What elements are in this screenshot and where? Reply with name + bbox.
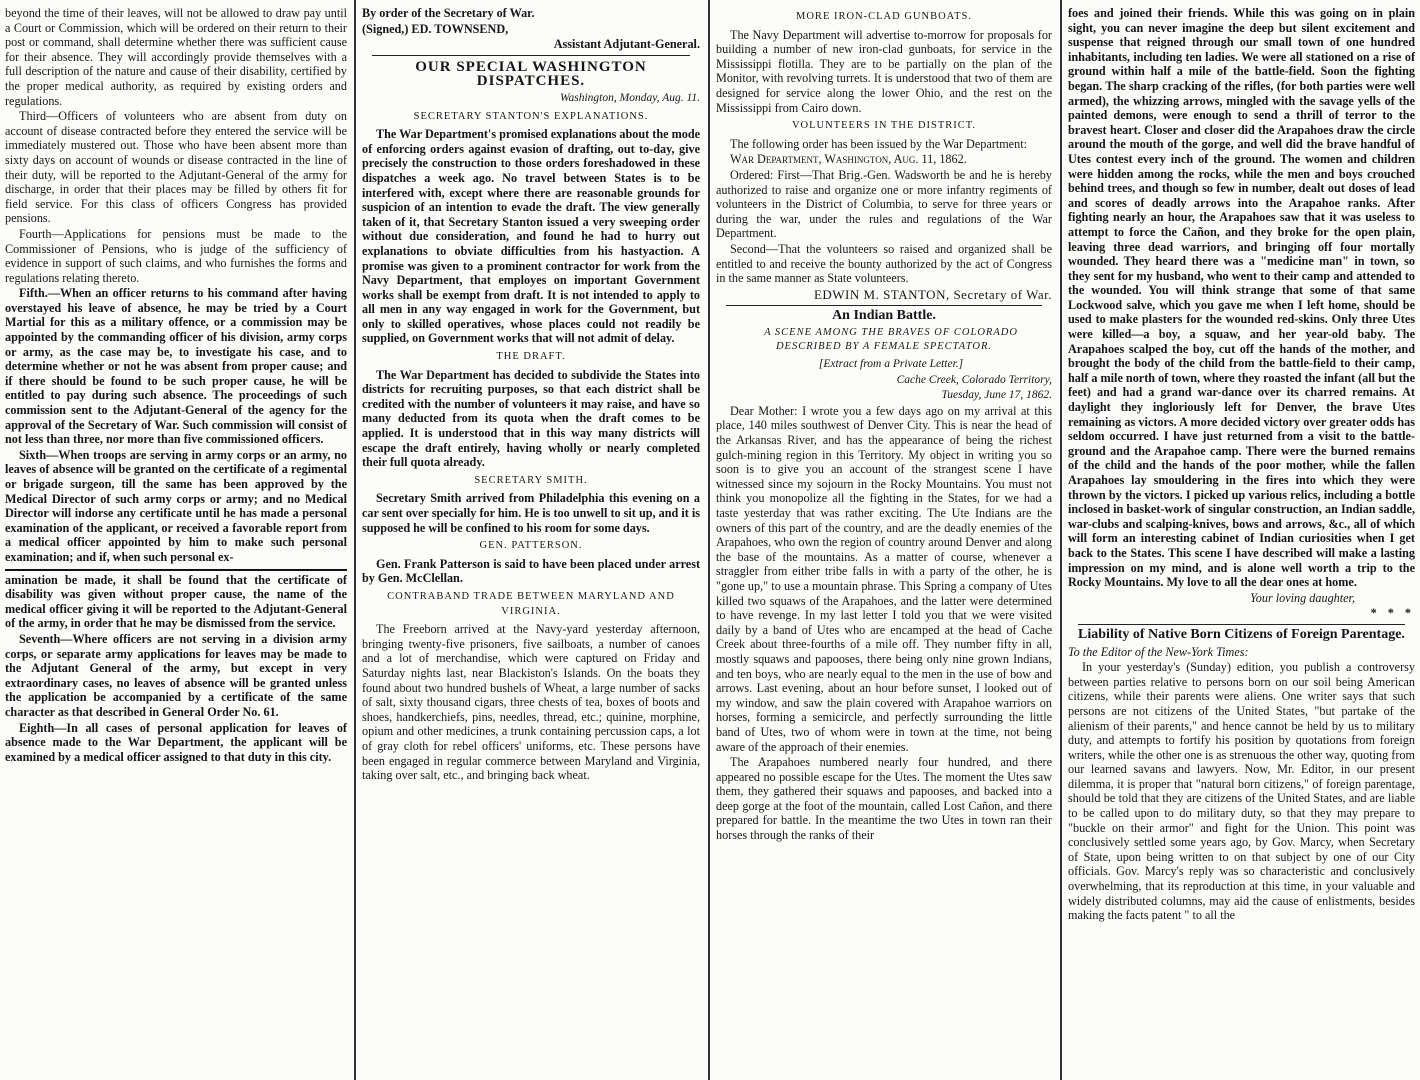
extract-note: [Extract from a Private Letter.]: [818, 358, 964, 371]
signatory-title: Assistant Adjutant-General.: [553, 37, 700, 52]
signed-line: (Signed,) ED. TOWNSEND,: [362, 21, 509, 36]
article-paragraph: The Freeborn arrived at the Navy-yard yesterday afternoon, bringing twenty-five prisoners, five sailboats, a number of canoes and a lot of merchandise, which were captured on Friday and Saturday nights last, near Blackiston's Islands. On the boats they found about two hundred bushels of Wheat, a large number of sacks of salt, sixty thousand cigars, three chests of tea, boxes of boots and shoes, handkerchiefs, pins, needles, thread, etc.; quinine, morphine, opium and other medicines, a trunk containing percussion caps, a lot of gray cloth for rebel officers' uniforms, etc. These persons have been engaged in regular commerce between Maryland and Virginia, taking over salt, etc., and bringing back wheat.: [362, 622, 700, 783]
article-paragraph: In your yesterday's (Sunday) edition, you publish a controversy between parties relative to persons born on our soil being American citizens, while their parents were aliens. One writer says that such persons are not citizens of the United States, "but partake of the alienism of their parents," and hence cannot be held by us to military duty, and attempts to fortify his position by quotations from foreign writers, while the other one is as strenuous the other way, quoting from our learned savans and lawyers. Now, Mr. Editor, in our present dilemma, it is proper that "natural born citizens," of foreign parentage, should be told that they are citizens of the United States, and are liable to be called upon to do military duty, so that they may prepare to "buckle on their armor" and fight for the Union. This point was conclusively settled some years ago, by Gov. Marcy, when Secretary of State, upon being written to on that subject by one of our City officials. Gov. Marcy's reply was so characteristic and conclusively overwhelming, that its reproduction at this time, in your valuable and widely distributed columns, may aid the cause of enlistments, besides making the facts patent " to all the: [1068, 660, 1415, 923]
article-paragraph: Fifth.—When an officer returns to his command after having overstayed his leave of absence, he may be tried by a Court Martial for this as a military offence, or a commission may be appointed by the commanding officer of his division, army corps or army, as the case may be, to investigate his case, and to determine whether or not he was absent from proper cause; and if there should be found to be such proper cause, he will be entitled to pay during such absence. The proceedings of such commission sent to the Adjutant-General of the agency for the approval of the Secretary of War. Such commission will consist of not less than three, nor more than five commissioned officers.: [5, 286, 347, 447]
subheading: GEN. PATTERSON.: [479, 540, 583, 552]
column-divider: [708, 0, 710, 1080]
article-paragraph: Fourth—Applications for pensions must be made to the Commissioner of Pensions, who is judge of the sufficiency of evidence in support of such claims, and who furnishes the forms and regulations relating thereto.: [5, 226, 347, 285]
article-paragraph: The Arapahoes numbered nearly four hundred, and there appeared no possible escape for the Utes. The moment the Utes saw them, they gathered their squaws and papooses, and backed into a deep gorge at the foot of the mountain, called Lost Cañon, and there prepared for battle. In the meantime the two Utes in town ran their horses through the ranks of their: [716, 755, 1052, 843]
subheading: THE DRAFT.: [496, 351, 566, 363]
article-paragraph: amination be made, it shall be found that the certificate of disability was given without proper cause, the name of the medical officer giving it will be reported to the Adjutant-General of the army, in order that he may be dismissed from the service.: [5, 572, 347, 631]
subheading: MORE IRON-CLAD GUNBOATS.: [796, 11, 972, 22]
subheading: SECRETARY STANTON'S EXPLANATIONS.: [413, 110, 649, 122]
article-paragraph: foes and joined their friends. While this was going on in plain sight, you can never imagine the deep but silent excitement and suspense that reigned through our small town of one hundred inhabitants, including ten ladies. We were all stationed on a rise of ground within half a mile of the battle-field. Soon the fighting began. The sharp cracking of the rifles, (for both parties were well armed), the whizzing arrows, mingled with the savage yells of the painted demons, were enough to send a thrill of terror to the bravest heart. Closer and closer did the Arapahoes draw the circle around the mouth of the gorge, and well did the brave handful of Utes contest every inch of the ground. The women and children were hidden among the rocks, while the men and boys crouched behind trees, and though so few in number, dealt out doses of lead and scores of deadly arrows into the Arapahoe ranks. After fighting nearly an hour, the Arapahoes saw that it was useless to attempt to force the Cañon, and they broke for the open plain, leaving three dead warriors, and bringing off four mortally wounded. They heard there was a "medicine man" in town, so they sent for my husband, who went to their camp and attended to the wounded. You will think strange that some of that same Lockwood salve, which you gave me when I left home, should be used to make plasters for the wounded red-skins. Only three Utes were killed—a boy, a squaw, and her year-old baby. The Arapahoes scalped the boy, cut off the hands of the mother, and brought the body of the child from the battle-field to their camp, half a mile north of town, where they roasted the infant (all but the feet) and had a grand war-dance over its charred remains. At daylight they ingloriously left for Denver, the brave Utes remaining as victors. A more decided victory over greater odds has seldom occurred. I have just returned from a visit to the battle-ground and the Arapahoe camp. There were the burned remains of the child and the hands of the poor mother, while the fallen Arapahoes lay smouldering in the fires into which they were thrown by the victors. I picked up various relics, including a bottle inclosed in basket-work of singular construction, an Indian saddle, war-clubs and scalping-knives, bows and arrows, &c., all of which will form an interesting cabinet of Indian curiosities when I get back to the States. This scene I have described will make a lasting impression on my mind, and is alone well worth a trip to the Rocky Mountains. My love to all the dear ones at home.: [1068, 6, 1415, 590]
column-3: [711, 0, 1057, 1080]
article-paragraph: Dear Mother: I wrote you a few days ago on my arrival at this place, 140 miles southwest of Denver City. This is near the head of the Arkansas River, and has the appearance of being the richest gulch-mining region in this Territory. My object in writing you so soon is to give you an account of the strangest scene I have witnessed since my sojourn in the Rocky Mountains. You must not think you monopolize all the fighting in the States, for we had a taste yesterday that was rather exciting. The Ute Indians are the owners of this part of the country, and are the deadly enemies of the Arapahoes, who own the region of country around Denver and along the base of the mountains. As a matter of course, whenever a straggler from either tribe falls in with a party of the other, he is "gone up," to use a mountain phrase. This Spring a company of Utes killed two squaws of the Arapahoes, and the latter were determined to have revenge. In my last letter I told you that we were visited daily by a band of Utes who are encamped at the head of Cache Creek about three-fourths of a mile off. They number fifty in all, mostly squaws and papooses, there being only nine grown Indians, and ten boys, who are nearly equal to the men in the use of bow and arrows. Last evening, about an hour before sunset, I looked out of my window, and saw the plain covered with Arapahoe warriors on horses, forming a semicircle, and perfectly surrounding the little band of Utes, two of whom were in town at the time, not being aware of the approach of their enemies.: [716, 403, 1052, 754]
clipping-section: [5, 569, 347, 765]
subheading: VOLUNTEERS IN THE DISTRICT.: [791, 120, 977, 132]
column-2: [357, 0, 705, 1080]
stars-separator: * * *: [1370, 606, 1415, 621]
headline: OUR SPECIAL WASHINGTON DISPATCHES.: [415, 58, 647, 90]
headline: An Indian Battle.: [832, 308, 936, 324]
headline: Liability of Native Born Citizens of Foreign Parentage.: [1078, 626, 1405, 642]
section-rule: [726, 305, 1042, 306]
order-line: By order of the Secretary of War.: [362, 6, 535, 20]
article-paragraph: The War Department's promised explanations about the mode of enforcing orders against evasion of drafting, out to-day, give precisely the construction to those orders foreshadowed in these dispatches a week ago. No travel between States is to be interfered with, except where there are reasonable grounds for suspicion of an intention to evade the draft. The view generally taken of it, that Secretary Stanton issued a very sweeping order without due consideration, and found he had to hurry out explanations to obviate difficulties from his hastyaction. A promise was given to a prominent contractor for work from the Navy Department, that employes on important Government works shall be exempt from draft. It is not intended to apply to all men in any way engaged in work for the Government, but only to skilled operatives, whose places could not readily be supplied, on Government works that will not admit of delay.: [362, 127, 701, 346]
article-paragraph: Sixth—When troops are serving in army corps or an army, no leaves of absence will be granted on the certificate of a regimental or brigade surgeon, till the same has been approved by the Medical Director of such army corps or army; and no Medical Director will indorse any certificate until he has made a personal examination of the applicant, or received a favorable report from a medical officer appointed by him to make such personal examination; and if, when such personal ex-: [5, 447, 347, 564]
column-divider: [354, 0, 356, 1080]
column-4: [1063, 0, 1420, 1080]
subheading: SECRETARY SMITH.: [474, 474, 588, 486]
article-paragraph: Secretary Smith arrived from Philadelphia this evening on a car sent over specially for him. He is too unwell to sit up, and it is supposed he will be confined to his room for some days.: [362, 491, 700, 535]
place-line: Cache Creek, Colorado Territory,: [896, 373, 1052, 386]
section-rule: [1078, 624, 1405, 625]
article-paragraph: beyond the time of their leaves, will not be allowed to draw pay until a Court or Commission, which will be ordered on their return to their post or command, shall determine whether there was sufficient cause for their absence. They will accordingly provide themselves with a full description of the nature and cause of their disability, certified by the proper medical authority, as required by existing orders and regulations.: [5, 6, 347, 108]
section-rule: [372, 55, 690, 56]
article-paragraph: The War Department has decided to subdivide the States into districts for recruiting purposes, so that each district shall be credited with the number of volunteers it may raise, and have so many deducted from its quota when the draft comes to be applied. It is understood that in this way many districts will escape the draft entirely, having wholly or nearly completed their full quota already.: [362, 367, 700, 470]
subheading: CONTRABAND TRADE BETWEEN MARYLAND AND VIRGINIA.: [387, 590, 675, 617]
article-paragraph: The Navy Department will advertise to-morrow for proposals for building a number of new iron-clad gunboats, for service in the Mississippi flotilla. They are to be partially on the plan of the Monitor, with revolving turrets. It is understood that two of them are designed for service along the lower Ohio, and the rest on the Mississippi from Cairo down.: [716, 27, 1052, 115]
to-editor-line: To the Editor of the New-York Times:: [1068, 644, 1249, 659]
deck: A SCENE AMONG THE BRAVES OF COLORADO DESCRIBED BY A FEMALE SPECTATOR.: [764, 326, 1018, 353]
article-paragraph: Ordered: First—That Brig.-Gen. Wadsworth be and he is hereby authorized to raise and organize one or more infantry regiments of volunteers in the District of Columbia, to serve for three years or during the war, under the rules and regulations of the War Department.: [716, 167, 1052, 241]
order-heading: War Department, Washington, Aug. 11, 1862.: [730, 152, 967, 167]
article-paragraph: Gen. Frank Patterson is said to have been placed under arrest by Gen. McClellan.: [362, 556, 700, 586]
column-divider: [1060, 0, 1062, 1080]
column-1: [0, 0, 352, 1080]
signature-line: EDWIN M. STANTON, Secretary of War.: [813, 286, 1052, 302]
article-paragraph: The following order has been issued by the War Department:: [730, 136, 1027, 151]
article-paragraph: Seventh—Where officers are not serving in a division army corps, or separate army applications for leaves may be made to the Adjutant General of the army, but except in very extraordinary cases, no leaves of absence will be granted unless the application be accompanied by a certificate of the same character as that described in General Order No. 61.: [5, 631, 347, 719]
article-paragraph: Second—That the volunteers so raised and organized shall be entitled to and receive the bounty authorized by the act of Congress in the same manner as State volunteers.: [716, 241, 1052, 286]
article-paragraph: Eighth—In all cases of personal application for leaves of absence made to the War Department, the applicant will be examined by a medical officer assigned to that duty in this city.: [5, 720, 347, 764]
article-paragraph: Third—Officers of volunteers who are absent from duty on account of disease contracted before they entered the service will be immediately mustered out. Those who have been absent more than sixty days on account of wounds or disease contracted in the line of their duty, will be reported to the Adjutant-General of the army for discharge, in order that their places may be filled by others fit for field service. For this class of officers Congress has provided pensions.: [5, 109, 347, 226]
dateline: Washington, Monday, Aug. 11.: [559, 91, 700, 104]
date-line: Tuesday, June 17, 1862.: [941, 389, 1052, 402]
closing-line: Your loving daughter,: [1250, 590, 1355, 605]
